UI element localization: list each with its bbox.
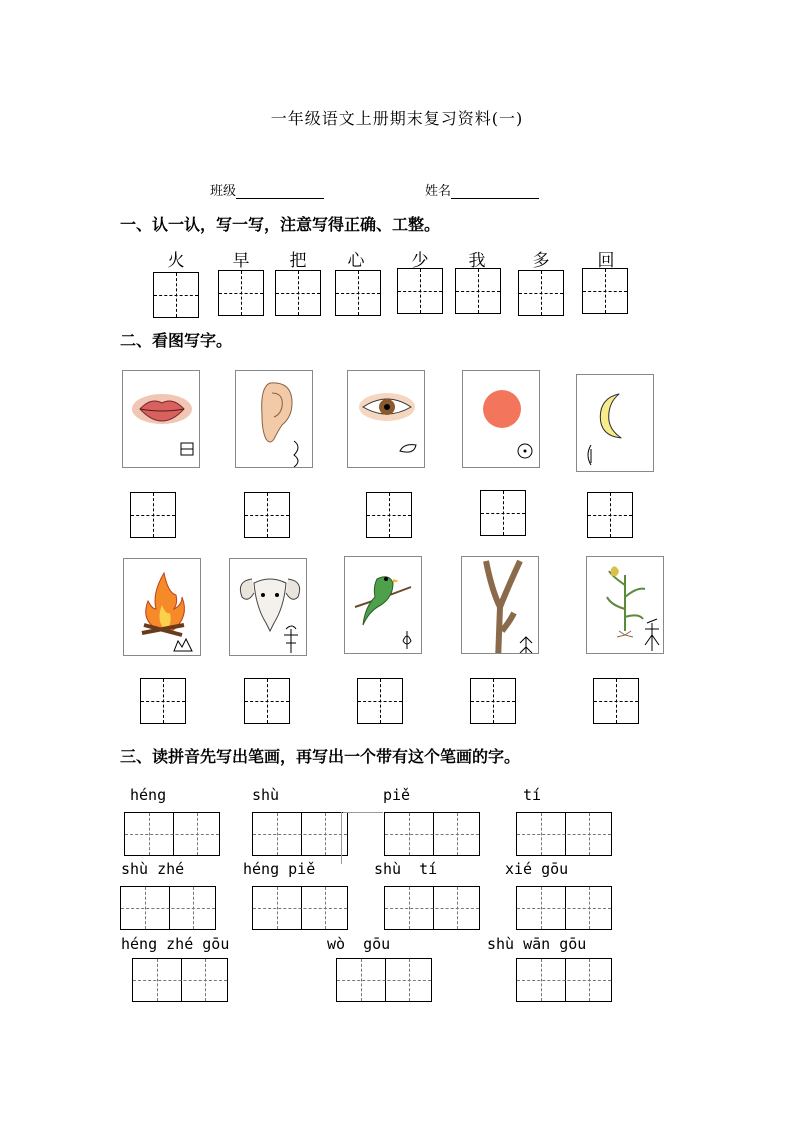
bird-card: [344, 556, 422, 654]
page-title: 一年级语文上册期末复习资料(一): [270, 109, 524, 128]
writing-box[interactable]: [244, 492, 290, 538]
moon-icon: [577, 375, 654, 472]
char-label: 心: [347, 251, 365, 271]
char-label: 多: [532, 251, 550, 271]
char-label: 把: [289, 251, 307, 271]
writing-box[interactable]: [244, 678, 290, 724]
answer-grid[interactable]: [120, 886, 216, 930]
answer-grid[interactable]: [384, 886, 480, 930]
stroke-label: héng: [130, 786, 167, 804]
stroke-label: héng zhé gōu: [121, 935, 230, 953]
answer-grid[interactable]: [252, 886, 348, 930]
char-label: 早: [232, 251, 250, 271]
stroke-label: piě: [383, 786, 411, 804]
writing-box[interactable]: [582, 268, 628, 314]
writing-box[interactable]: [455, 268, 501, 314]
writing-box[interactable]: [218, 270, 264, 316]
writing-box[interactable]: [587, 492, 633, 538]
answer-grid[interactable]: [516, 886, 612, 930]
name-field[interactable]: [425, 180, 539, 199]
writing-box[interactable]: [275, 270, 321, 316]
answer-grid[interactable]: [252, 812, 348, 856]
char-label: 我: [468, 251, 486, 271]
writing-box[interactable]: [470, 678, 516, 724]
writing-box[interactable]: [130, 492, 176, 538]
sun-icon: [463, 371, 540, 468]
mouth-card: [122, 370, 200, 468]
stroke-label: wò gōu: [327, 935, 391, 953]
answer-grid[interactable]: [132, 958, 228, 1002]
class-label: 班级: [210, 184, 237, 199]
writing-box[interactable]: [140, 678, 186, 724]
fire-card: [123, 558, 201, 656]
ear-icon: [236, 371, 313, 468]
class-field[interactable]: [210, 180, 324, 199]
writing-box[interactable]: [357, 678, 403, 724]
tree-icon: [462, 557, 539, 654]
answer-grid[interactable]: [516, 812, 612, 856]
stroke-label: xié gōu: [505, 860, 569, 878]
char-label: 火: [167, 251, 185, 271]
tree-card: [461, 556, 539, 654]
stroke-label: shù zhé: [121, 860, 185, 878]
char-label: 少: [411, 251, 429, 271]
char-label: 回: [597, 251, 615, 271]
mouth-icon: [123, 371, 200, 468]
writing-box[interactable]: [593, 678, 639, 724]
moon-card: [576, 374, 654, 472]
writing-box[interactable]: [366, 492, 412, 538]
stroke-label: tí: [523, 786, 542, 804]
answer-grid[interactable]: [336, 958, 432, 1002]
writing-box[interactable]: [335, 270, 381, 316]
section2-heading: 二、看图写字。: [120, 331, 233, 350]
eye-icon: [348, 371, 425, 468]
bird-icon: [345, 557, 421, 654]
divider: [343, 812, 383, 813]
answer-grid[interactable]: [516, 958, 612, 1002]
divider: [341, 812, 342, 864]
ear-card: [235, 370, 313, 468]
answer-grid[interactable]: [124, 812, 220, 856]
stroke-label: héng piě: [243, 860, 316, 878]
sun-card: [462, 370, 540, 468]
writing-box[interactable]: [480, 490, 526, 536]
stroke-label: shù: [252, 786, 280, 804]
sheep-icon: [230, 559, 307, 656]
writing-box[interactable]: [153, 272, 199, 318]
grain-icon: [587, 557, 664, 654]
stroke-label: shù tí: [374, 860, 438, 878]
name-label: 姓名: [425, 184, 452, 199]
writing-box[interactable]: [397, 268, 443, 314]
eye-card: [347, 370, 425, 468]
grain-card: [586, 556, 664, 654]
fire-icon: [124, 559, 201, 656]
section3-heading: 三、读拼音先写出笔画，再写出一个带有这个笔画的字。: [120, 747, 521, 766]
section1-heading: 一、认一认，写一写，注意写得正确、工整。: [120, 215, 441, 234]
answer-grid[interactable]: [384, 812, 480, 856]
stroke-label: shù wān gōu: [487, 935, 587, 953]
sheep-card: [229, 558, 307, 656]
writing-box[interactable]: [518, 270, 564, 316]
